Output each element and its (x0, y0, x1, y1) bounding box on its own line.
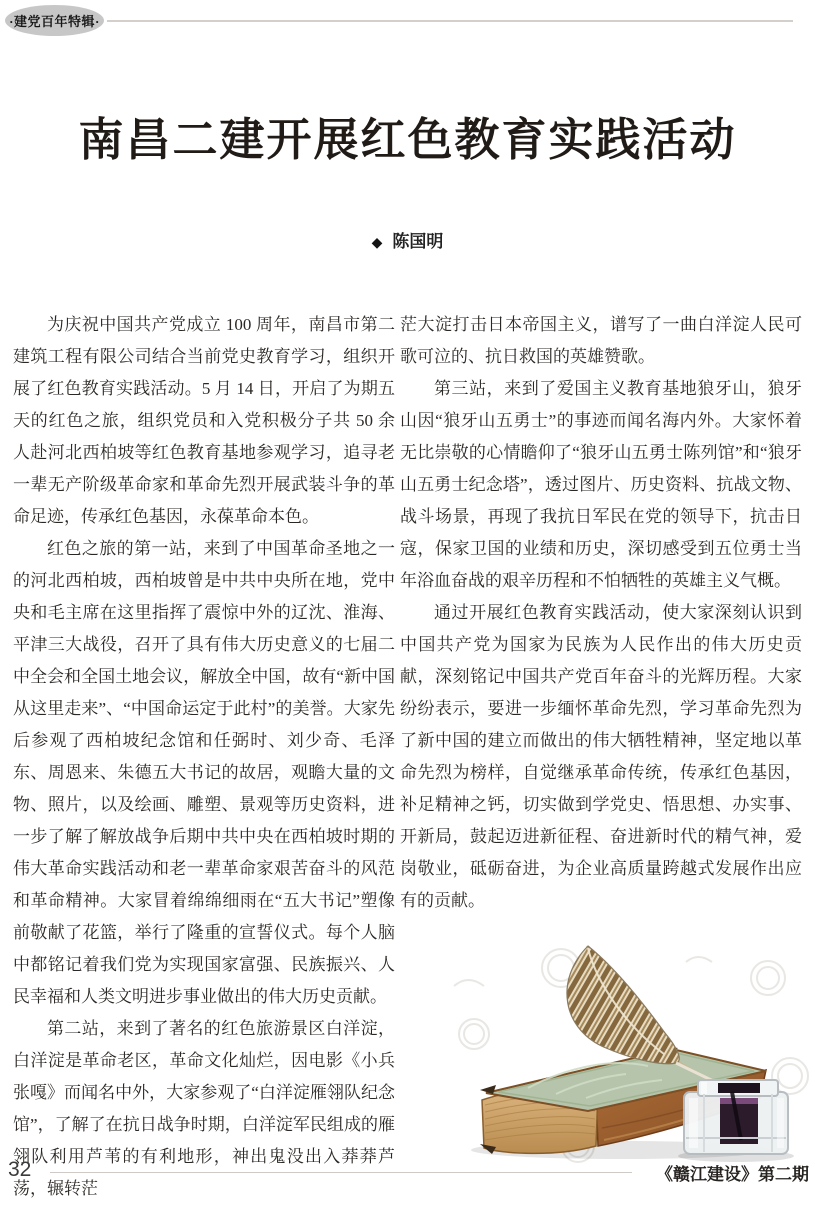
body-paragraph: 第二站，来到了著名的红色旅游景区白洋淀，白洋淀是革命老区，革命文化灿烂，因电影《小兵张嘎》而闻名中外，大家参观了“白洋淀雁翎队纪念馆”，了解了在抗日战争时期，白洋淀军民组成的雁翎队利用芦苇的有利地形，神出鬼没出入莽莽芦荡，辗转茫 (13, 1019, 395, 1198)
body-paragraph: 茫大淀打击日本帝国主义，谱写了一曲白洋淀人民可歌可泣的、抗日救国的英雄赞歌。 (400, 315, 802, 366)
body-paragraph: 第三站，来到了爱国主义教育基地狼牙山，狼牙山因“狼牙山五勇士”的事迹而闻名海内外。大家怀着无比崇敬的心情瞻仰了“狼牙山五勇士陈列馆”和“狼牙山五勇士纪念塔”，透过图片、历史资料、抗战文物、战斗场景，再现了我抗日军民在党的领导下，抗击日寇，保家卫国的业绩和历史，深切感受到五位勇士当年浴血奋战的艰辛历程和不怕牺牲的英雄主义气概。 (400, 379, 802, 590)
article-photo (436, 942, 812, 1164)
quill-book-inkwell-illustration (436, 942, 812, 1164)
author-name: 陈国明 (392, 232, 444, 251)
inkwell-illustration (684, 1080, 788, 1154)
body-column-right (400, 309, 802, 939)
body-paragraph: 通过开展红色教育实践活动，使大家深刻认识到中国共产党为国家为民族为人民作出的伟大历史贡献，深刻铭记中国共产党百年奋斗的光辉历程。大家纷纷表示，要进一步缅怀革命先烈，学习革命先烈为了新中国的建立而做出的伟大牺牲精神，坚定地以革命先烈为榜样，自觉继承革命传统，传承红色基因，补足精神之钙，切实做到学党史、悟思想、办实事、开新局，鼓起迈进新征程、奋进新时代的精气神，爱岗敬业，砥砺奋进，为企业高质量跨越式发展作出应有的贡献。 (400, 603, 802, 910)
author-line (0, 227, 815, 252)
footer-rule (50, 1172, 632, 1173)
body-paragraph: 为庆祝中国共产党成立 100 周年，南昌市第二建筑工程有限公司结合当前党史教育学习，组织开展了红色教育实践活动。5 月 14 日，开启了为期五天的红色之旅，组织党员和入党积极分子共 50 余人赴河北西柏坡等红色教育基地参观学习，追寻老一辈无产阶级革命家和革命先烈开展武装斗争的革命足迹，传承红色基因，永葆革命本色。 (13, 315, 395, 526)
author-diamond-icon: ◆ (371, 236, 383, 251)
special-issue-badge-label: ·建党百年特辑· (9, 14, 100, 29)
special-issue-badge (5, 5, 104, 36)
journal-title: 《赣江建设》第二期 (656, 1165, 809, 1184)
header-rule (107, 20, 793, 22)
page-number: 32 (8, 1158, 32, 1181)
page-title: 南昌二建开展红色教育实践活动 (78, 115, 737, 165)
body-paragraph: 红色之旅的第一站，来到了中国革命圣地之一的河北西柏坡，西柏坡曾是中共中央所在地，党中央和毛主席在这里指挥了震惊中外的辽沈、淮海、平津三大战役，召开了具有伟大历史意义的七届二中全会和全国土地会议，解放全中国，故有“新中国从这里走来”、“中国命运定于此村”的美誉。大家先后参观了西柏坡纪念馆和任弼时、刘少奇、毛泽东、周恩来、朱德五大书记的故居，观瞻大量的文物、照片，以及绘画、雕塑、景观等历史资料，进一步了解了解放战争后期中共中央在西柏坡时期的伟大革命实践活动和老一辈革命家艰苦奋斗的风范和革命精神。大家冒着绵绵细雨在“五大书记”塑像前敬献了花篮，举行了隆重的宣誓仪式。每个人脑中都铭记着我们党为实现国家富强、民族振兴、人民幸福和人类文明进步事业做出的伟大历史贡献。 (13, 539, 395, 1006)
